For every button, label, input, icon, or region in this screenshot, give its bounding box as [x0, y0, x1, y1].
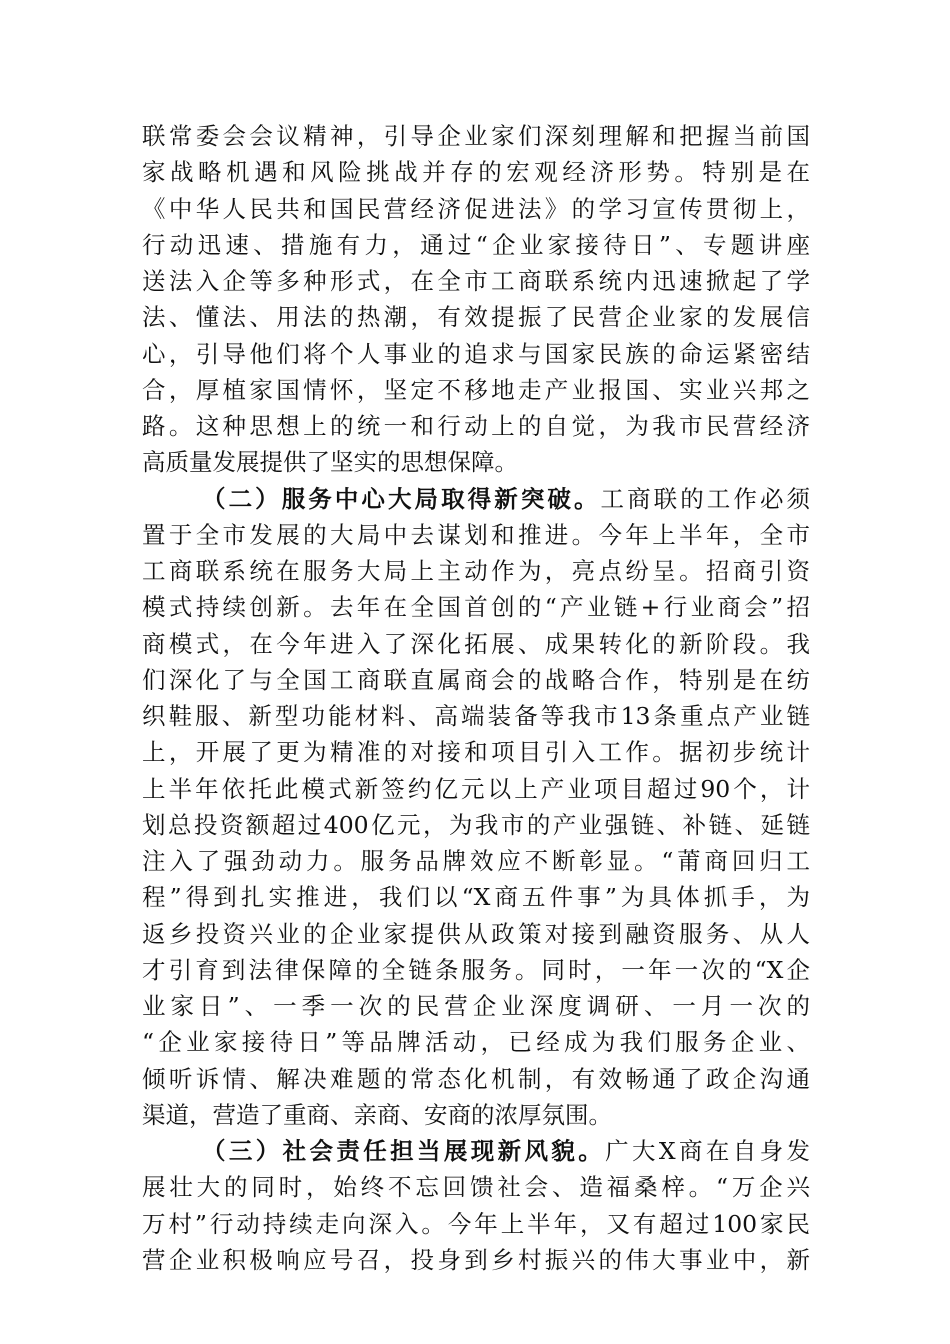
section-heading: （二）服务中心大局取得新突破。 — [202, 484, 601, 513]
text-line: 营企业积极响应号召，投身到乡村振兴的伟大事业中，新 — [142, 1245, 810, 1274]
paragraph-2 — [142, 481, 810, 1134]
text-line: 们深化了与全国工商联直属商会的战略合作，特别是在纺 — [142, 665, 810, 694]
text-line: 《中华人民共和国民营经济促进法》的学习宣传贯彻上， — [142, 194, 810, 223]
paragraph-first-line — [142, 481, 810, 517]
text-line: 返乡投资兴业的企业家提供从政策对接到融资服务、从人 — [142, 919, 810, 948]
text-line: 才引育到法律保障的全链条服务。同时，一年一次的“X企 — [142, 955, 810, 984]
text-line: 置于全市发展的大局中去谋划和推进。今年上半年，全市 — [142, 520, 810, 549]
text-line: 模式持续创新。去年在全国首创的“产业链+行业商会”招 — [142, 593, 810, 622]
text-line: 联常委会会议精神，引导企业家们深刻理解和把握当前国 — [142, 122, 810, 150]
text-line: 行动迅速、措施有力，通过“企业家接待日”、专题讲座 — [142, 230, 810, 259]
text-line: 万村”行动持续走向深入。今年上半年，又有超过100家民 — [142, 1209, 810, 1238]
paragraph-1 — [142, 118, 810, 481]
text-line: 法、懂法、用法的热潮，有效提振了民营企业家的发展信 — [142, 303, 810, 332]
text-line: 家战略机遇和风险挑战并存的宏观经济形势。特别是在 — [142, 158, 810, 187]
text-line: 渠道，营造了重商、亲商、安商的浓厚氛围。 — [142, 1100, 612, 1129]
text-line: 注入了强劲动力。服务品牌效应不断彰显。“莆商回归工 — [142, 847, 810, 875]
section-heading: （三）社会责任担当展现新风貌。 — [202, 1137, 606, 1165]
text-line: 划总投资额超过400亿元，为我市的产业强链、补链、延链 — [142, 810, 810, 839]
text-line: 送法入企等多种形式，在全市工商联系统内迅速掀起了学 — [142, 267, 810, 295]
text-line: 程”得到扎实推进，我们以“X商五件事”为具体抓手，为 — [142, 883, 810, 912]
paragraph-3 — [142, 1133, 810, 1278]
text-line: 展壮大的同时，始终不忘回馈社会、造福桑梓。“万企兴 — [142, 1173, 810, 1202]
text-line: 工商联系统在服务大局上主动作为，亮点纷呈。招商引资 — [142, 557, 810, 585]
text-line: 织鞋服、新型功能材料、高端装备等我市13条重点产业链 — [142, 702, 810, 730]
paragraph-text: 工商联的工作必须 — [600, 484, 811, 513]
text-line: 商模式，在今年进入了深化拓展、成果转化的新阶段。我 — [142, 629, 810, 658]
text-line: 倾听诉情、解决难题的常态化机制，有效畅通了政企沟通 — [142, 1064, 810, 1093]
document-body — [142, 118, 810, 1278]
text-line: 合，厚植家国情怀，坚定不移地走产业报国、实业兴邦之 — [142, 375, 810, 404]
paragraph-first-line — [142, 1133, 810, 1169]
text-line: 高质量发展提供了坚实的思想保障。 — [142, 448, 518, 477]
text-line: 业家日”、一季一次的民营企业深度调研、一月一次的 — [142, 992, 810, 1020]
paragraph-text: 广大X商在自身发 — [605, 1137, 811, 1165]
text-line: “企业家接待日”等品牌活动，已经成为我们服务企业、 — [142, 1028, 810, 1057]
text-line: 心，引导他们将个人事业的追求与国家民族的命运紧密结 — [142, 339, 810, 368]
text-line: 上半年依托此模式新签约亿元以上产业项目超过90个，计 — [142, 774, 810, 803]
text-line: 上，开展了更为精准的对接和项目引入工作。据初步统计 — [142, 738, 810, 767]
text-line: 路。这种思想上的统一和行动上的自觉，为我市民营经济 — [142, 412, 810, 440]
